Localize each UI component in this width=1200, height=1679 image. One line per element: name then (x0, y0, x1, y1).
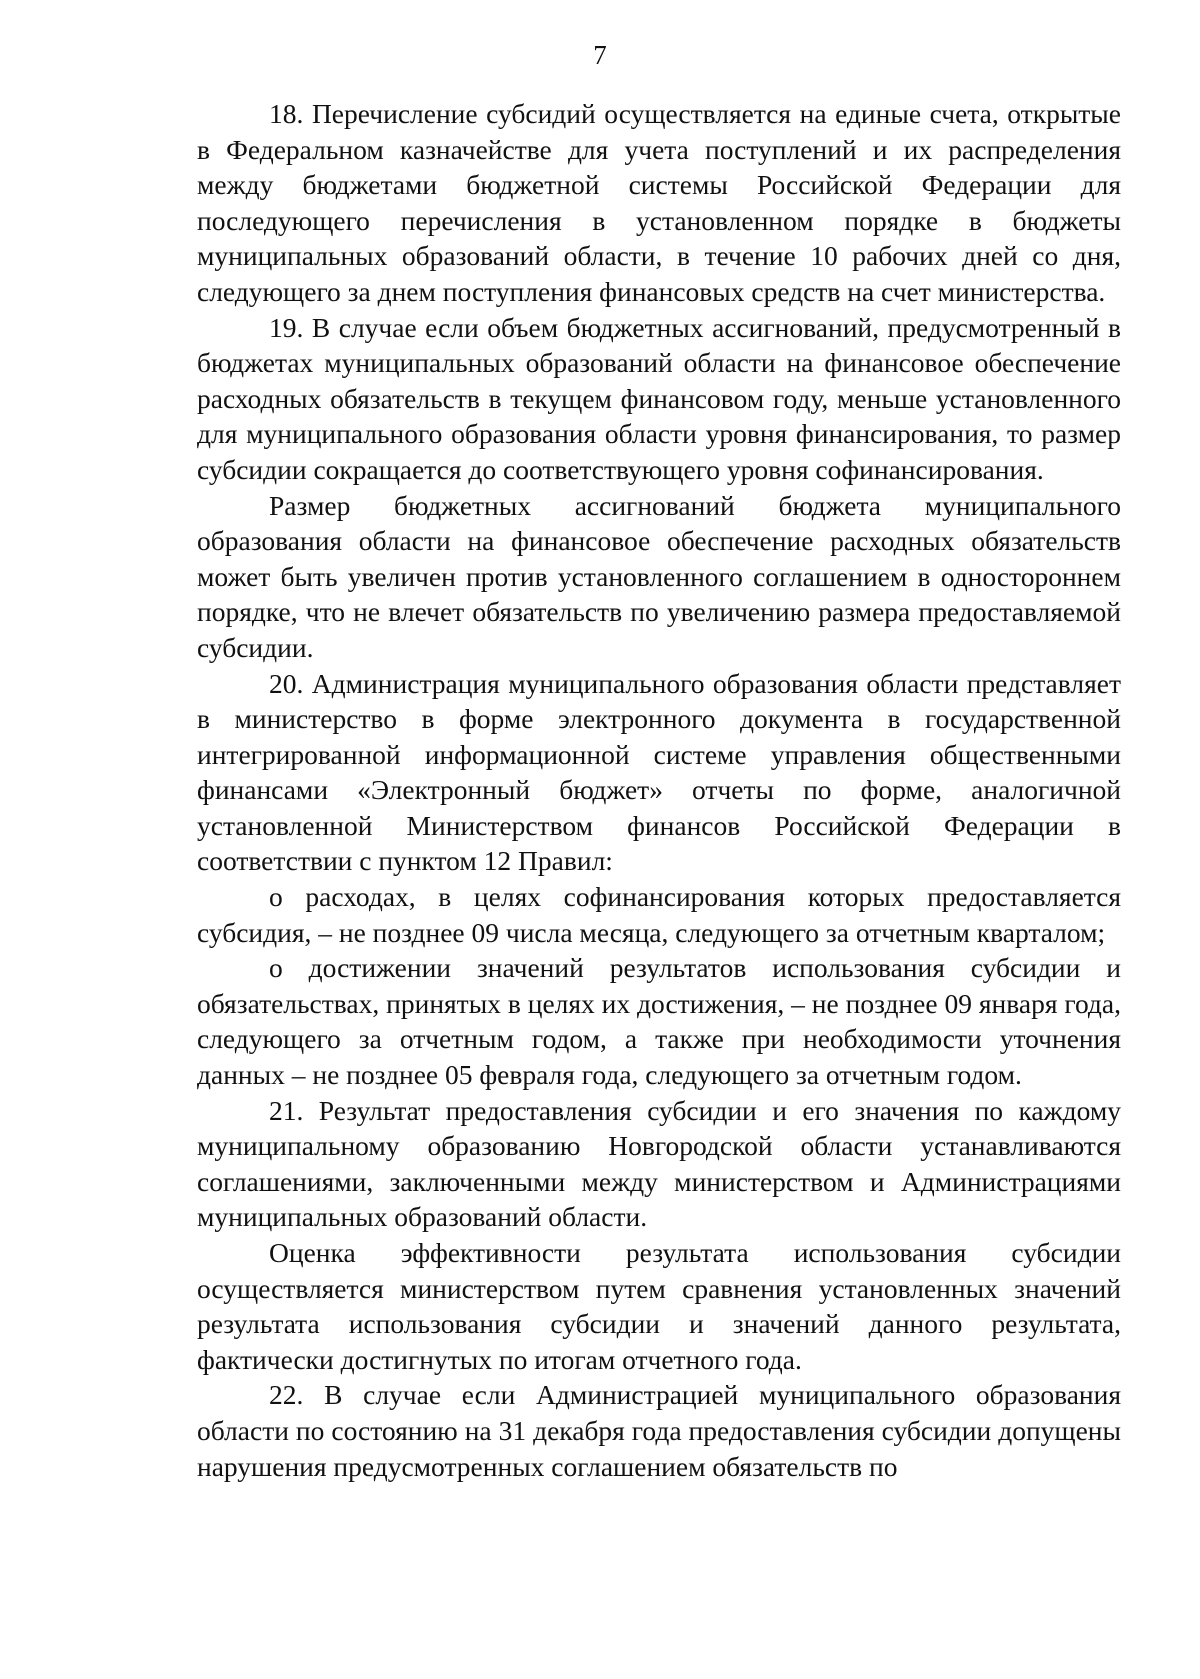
paragraph-efficiency: Оценка эффективности результата использования субсидии осуществляется министерством путем сравнения установленных значений результата использования субсидии и значений данного результата, фактически достигнутых по итогам отчетного года. (197, 1237, 1121, 1375)
paragraph-expenses-report: о расходах, в целях софинансирования которых предоставляется субсидия, – не позднее 09 числа месяца, следующего за отчетным кварталом; (197, 881, 1121, 948)
document-body (197, 96, 1121, 1484)
paragraph-20-reports: 20. Администрация муниципального образования области представляет в министерство в форме электронного документа в государственной интегрированной информационной системе управления общественными финансами «Электронный бюджет» отчеты по форме, аналогичной установленной Министерством финансов Российской Федерации в соответствии с пунктом 12 Правил: (197, 667, 1121, 877)
page-number: 7 (593, 40, 607, 70)
paragraph-results-report: о достижении значений результатов использования субсидии и обязательствах, принятых в целях их достижения, – не позднее 09 января года, следующего за отчетным годом, а также при необходимости уточнения данных – не позднее 05 февраля года, следующего за отчетным годом. (197, 952, 1121, 1091)
paragraph-18-transfer: 18. Перечисление субсидий осуществляется на единые счета, открытые в Федеральном казначействе для учета поступлений и их распределения между бюджетами бюджетной системы Российской Федерации для последующего перечисления в установленном порядке в бюджеты муниципальных образований области, в течение 10 рабочих дней со дня, следующего за днем поступления финансовых средств на счет министерства. (197, 98, 1121, 307)
paragraph-19-reduction: 19. В случае если объем бюджетных ассигнований, предусмотренный в бюджетах муниципальных образований области на финансовое обеспечение расходных обязательств в текущем финансовом году, меньше установленного для муниципального образования области уровня финансирования, то размер субсидии сокращается до соответствующего уровня софинансирования. (197, 311, 1121, 485)
paragraph-22-violations: 22. В случае если Администрацией муниципального образования области по состоянию на 31 декабря года предоставления субсидии допущены нарушения предусмотренных соглашением обязательств по (197, 1379, 1121, 1482)
paragraph-21-result: 21. Результат предоставления субсидии и его значения по каждому муниципальному образованию Новгородской области устанавливаются соглашениями, заключенными между министерством и Администрациями муниципальных образований области. (197, 1094, 1121, 1233)
paragraph-budget-increase: Размер бюджетных ассигнований бюджета муниципального образования области на финансовое обеспечение расходных обязательств может быть увеличен против установленного соглашением в одностороннем порядке, что не влечет обязательств по увеличению размера предоставляемой субсидии. (197, 489, 1121, 663)
